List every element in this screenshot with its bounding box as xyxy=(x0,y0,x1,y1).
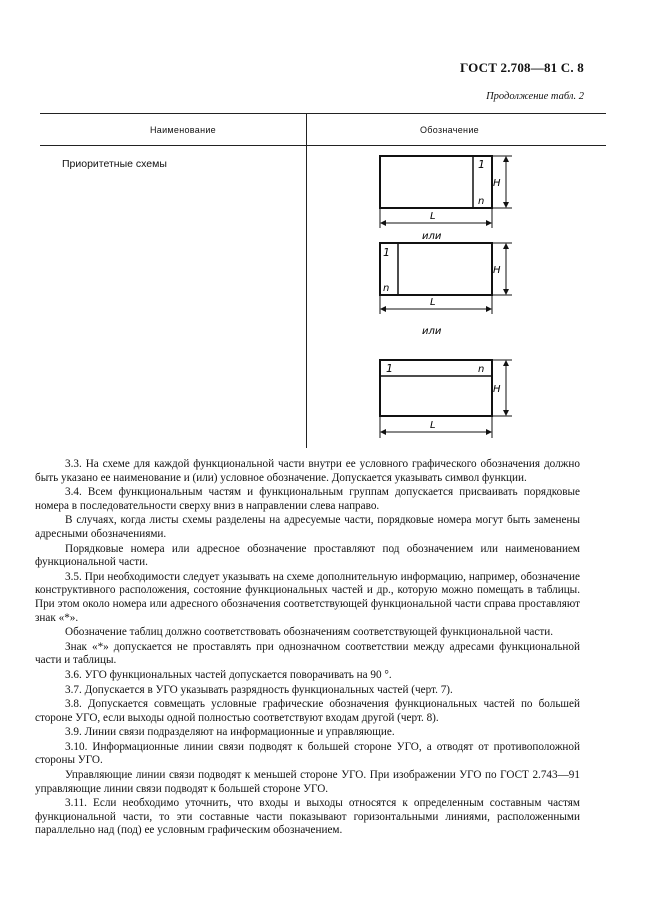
page-header: ГОСТ 2.708—81 С. 8 xyxy=(459,60,584,75)
para-3-8: 3.8. Допускается совмещать условные графические обозначения функциональных частей по большей стороне УГО, если выходы одной полностью соответствуют входам другой (черт. 8). xyxy=(35,698,580,724)
column-header-name: Наименование xyxy=(150,125,216,135)
ili-label-2: или xyxy=(422,326,442,337)
table-continuation-caption: Продолжение табл. 2 xyxy=(486,91,584,102)
table-column-divider xyxy=(306,113,307,448)
body-text xyxy=(35,458,580,839)
ili-label-1: или xyxy=(422,231,442,242)
fig1-label-n: n xyxy=(478,196,485,207)
fig2-label-L: L xyxy=(430,297,436,308)
fig2-label-1: 1 xyxy=(383,246,390,259)
table-header-border xyxy=(40,145,606,146)
fig3-outline xyxy=(380,360,492,416)
fig1-outline xyxy=(380,156,492,208)
para-3-4-c: Порядковые номера или адресное обозначение проставляют под обозначением или наименованием функциональной части. xyxy=(35,542,580,569)
para-3-4-b: В случаях, когда листы схемы разделены на адресуемые части, порядковые номера могут быть заменены адресными обозначениями. xyxy=(35,514,580,540)
para-3-3: 3.3. На схеме для каждой функциональной части внутри ее условного графического обозначения должно быть указано ее наименование и (или) условное обозначение. Допускается указывать символ функции. xyxy=(35,458,580,484)
para-3-9: 3.9. Линии связи подразделяют на информационные и управляющие. xyxy=(65,726,395,739)
fig2-label-H: H xyxy=(493,265,501,276)
para-3-4: 3.4. Всем функциональным частям и функциональным группам допускается присваивать порядковые номера в последовательности сверху вниз в направлении слева направо. xyxy=(35,486,580,512)
fig2-outline xyxy=(380,243,492,295)
para-3-7: 3.7. Допускается в УГО указывать разрядность функциональных частей (черт. 7). xyxy=(65,683,453,696)
para-3-10-b: Управляющие линии связи подводят к меньшей стороне УГО. При изображении УГО по ГОСТ 2.743—91 управляющие линии связи подводят к большей стороне УГО. xyxy=(35,769,580,795)
para-3-10: 3.10. Информационные линии связи подводят к большей стороне УГО, а отводят от противоположной стороны УГО. xyxy=(35,740,580,767)
fig1-label-1: 1 xyxy=(478,158,485,171)
para-3-5-c: Знак «*» допускается не проставлять при однозначном соответствии между адресами функциональной части и таблицы. xyxy=(35,640,580,667)
figure-variant-2 xyxy=(380,243,512,314)
column-header-symbol: Обозначение xyxy=(420,125,479,135)
figure-variant-1 xyxy=(380,156,512,228)
fig3-label-H: H xyxy=(493,384,501,395)
fig3-label-n: n xyxy=(478,364,485,375)
para-3-6: 3.6. УГО функциональных частей допускается поворачивать на 90 °. xyxy=(65,668,392,681)
fig1-label-H: H xyxy=(493,178,501,189)
fig1-label-L: L xyxy=(430,211,436,222)
row-name-priority-schemes: Приоритетные схемы xyxy=(62,158,167,170)
fig3-label-L: L xyxy=(430,420,436,431)
fig3-label-1: 1 xyxy=(386,362,393,375)
priority-scheme-figures xyxy=(360,148,540,448)
para-3-11: 3.11. Если необходимо уточнить, что входы и выходы относятся к определенным составным частям функциональной части, то эти составные части показывают горизонтальными линиями, расположенными параллельно над (под) ее условным графическим обозначением. xyxy=(35,797,580,837)
figure-variant-3 xyxy=(380,360,512,438)
table-top-border xyxy=(40,113,606,114)
para-3-5: 3.5. При необходимости следует указывать на схеме дополнительную информацию, например, обозначение конструктивного расположения, состояние функциональных частей и др., которую можно помещать в таблицы. При этом около номера или адресного обозначения соответствующей функциональной части справа проставляют знак «*». xyxy=(35,570,580,624)
para-3-5-b: Обозначение таблиц должно соответствовать обозначениям соответствующей функциональной части. xyxy=(65,626,554,639)
fig2-label-n: n xyxy=(383,283,390,294)
